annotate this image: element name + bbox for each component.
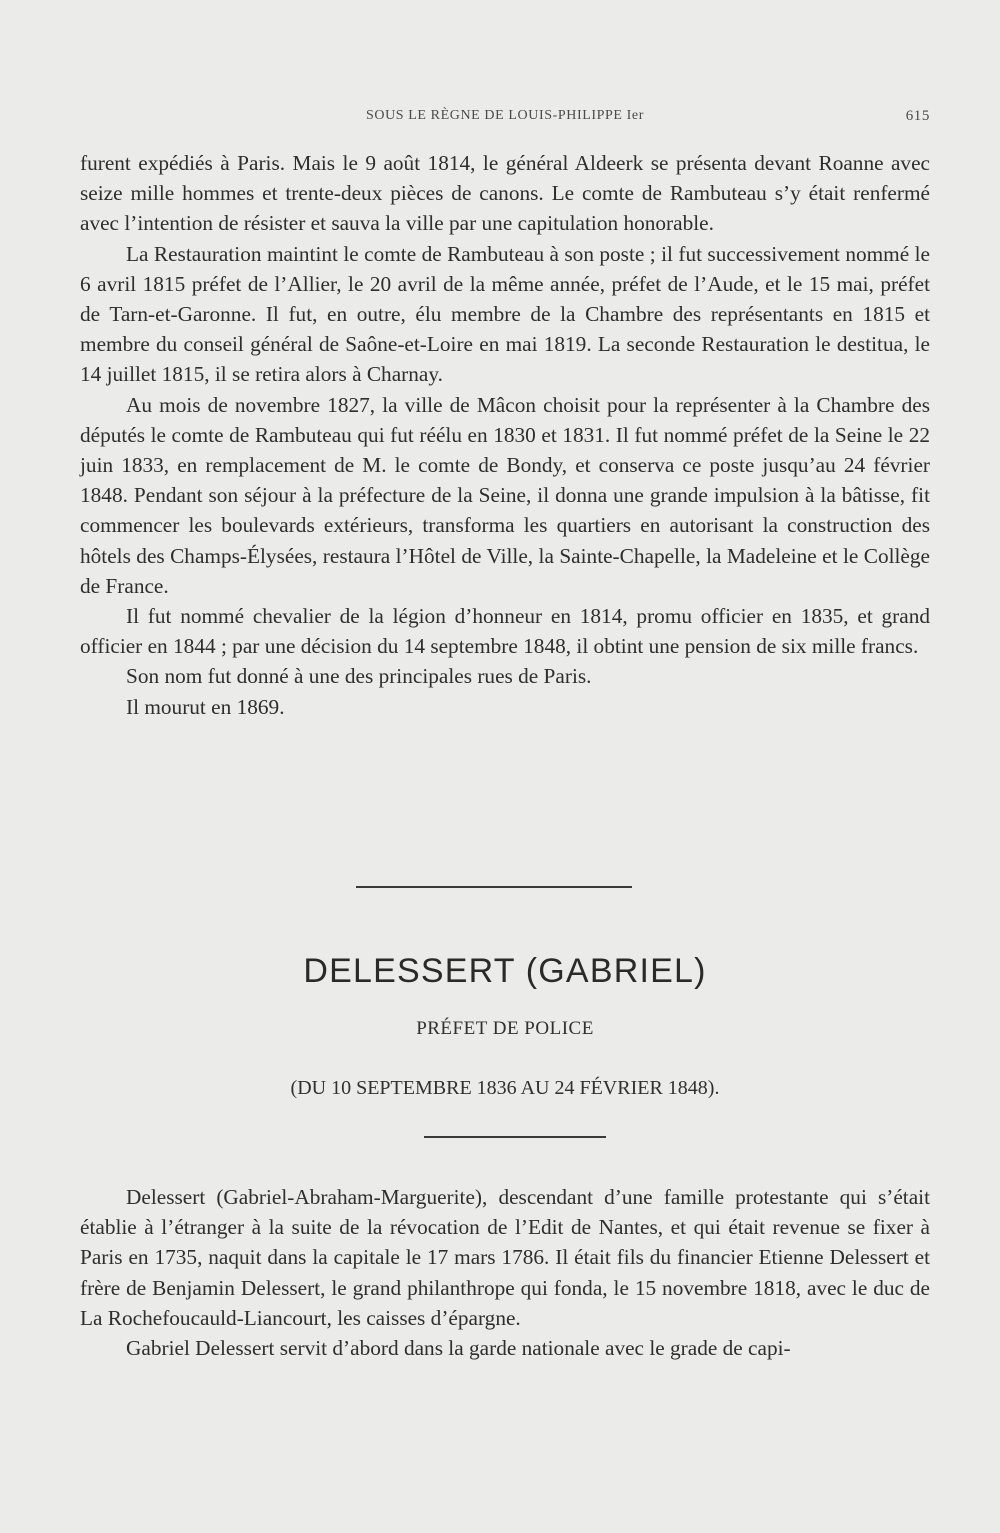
paragraph: Son nom fut donné à une des principales rues de Paris. xyxy=(126,664,592,689)
paragraph: Gabriel Delessert servit d’abord dans la garde nationale avec le grade de capi- xyxy=(126,1336,791,1361)
paragraph: Au mois de novembre 1827, la ville de Mâcon choisit pour la représenter à la Chambre des députés le comte de Rambuteau qui fut réélu en 1830 et 1831. Il fut nommé préfet de la Seine le 22 juin 1833, en remplacement de M. le comte de Bondy, et conserva ce poste jusqu’au 24 février 1848. Pendant son séjour à la préfecture de la Seine, il donna une grande impulsion à la bâtisse, fit commencer les boulevards extérieurs, transforma les quartiers en autorisant la construction des hôtels des Champs-Élysées, restaura l’Hôtel de Ville, la Sainte-Chapelle, la Madeleine et le Collège de France. xyxy=(80,392,930,598)
section-divider xyxy=(356,886,632,888)
title-divider xyxy=(424,1136,606,1138)
paragraph: Il mourut en 1869. xyxy=(126,694,285,719)
previous-article-text xyxy=(80,148,930,722)
paragraph: Il fut nommé chevalier de la légion d’honneur en 1814, promu officier en 1835, et grand officier en 1844 ; par une décision du 14 septembre 1848, il obtint une pension de six mille francs. xyxy=(80,604,930,659)
article-text xyxy=(80,1182,930,1363)
running-title: SOUS LE RÈGNE DE LOUIS-PHILIPPE Ier xyxy=(365,108,645,123)
article-title: DELESSERT (GABRIEL) xyxy=(303,952,707,990)
paragraph: Delessert (Gabriel-Abraham-Marguerite), descendant d’une famille protestante qui s’était établie à l’étranger à la suite de la révocation de l’Edit de Nantes, et qui était revenue se fixer à Paris en 1735, naquit dans la capitale le 17 mars 1786. Il était fils du financier Etienne Delessert et frère de Benjamin Delessert, le grand philanthrope qui fonda, le 15 novembre 1818, avec le duc de La Rochefoucauld-Liancourt, les caisses d’épargne. xyxy=(80,1185,930,1330)
running-head xyxy=(80,108,930,132)
paragraph: La Restauration maintint le comte de Rambuteau à son poste ; il fut successivement nommé le 6 avril 1815 préfet de l’Allier, le 20 avril de la même année, préfet de l’Aude, et le 15 mai, préfet de Tarn-et-Garonne. Il fut, en outre, élu membre de la Chambre des représentants en 1815 et membre du conseil général de Saône-et-Loire en mai 1819. La seconde Restauration le destitua, le 14 juillet 1815, il se retira alors à Charnay. xyxy=(80,241,930,387)
paragraph: furent expédiés à Paris. Mais le 9 août 1814, le général Aldeerk se présenta devant Roanne avec seize mille hommes et trente-deux pièces de canons. Le comte de Rambuteau s’y était renfermé avec l’intention de résister et sauva la ville par une capitulation honorable. xyxy=(80,151,930,236)
page-number: 615 xyxy=(905,108,930,124)
article-dates: (DU 10 SEPTEMBRE 1836 AU 24 FÉVRIER 1848). xyxy=(290,1077,720,1099)
article-subtitle: PRÉFET DE POLICE xyxy=(416,1018,594,1039)
